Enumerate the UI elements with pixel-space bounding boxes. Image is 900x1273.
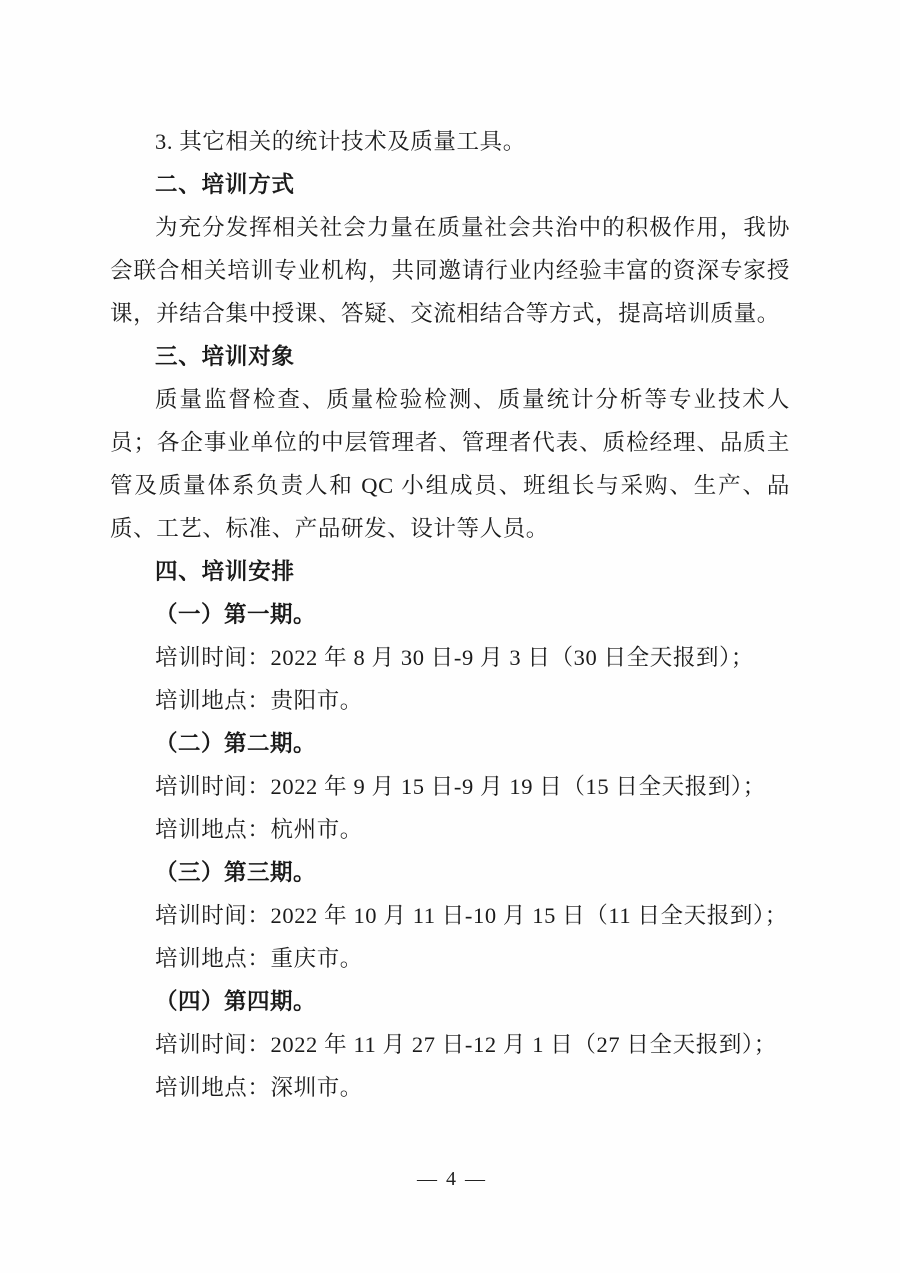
paragraph-training-method: 为充分发挥相关社会力量在质量社会共治中的积极作用，我协会联合相关培训专业机构，共同邀请行业内经验丰富的资深专家授课，并结合集中授课、答疑、交流相结合等方式，提高培训质量。 <box>110 215 790 326</box>
page-number: — 4 — <box>417 1168 487 1190</box>
session-1-time: 培训时间：2022 年 8 月 30 日-9 月 3 日（30 日全天报到）； <box>155 645 755 670</box>
session-1-title: （一）第一期。 <box>155 602 317 627</box>
session-3-title: （三）第三期。 <box>155 860 317 885</box>
session-3-location: 培训地点：重庆市。 <box>155 946 363 971</box>
document-body <box>110 120 790 1109</box>
session-2-time: 培训时间：2022 年 9 月 15 日-9 月 19 日（15 日全天报到）； <box>155 774 766 799</box>
paragraph-training-audience: 质量监督检查、质量检验检测、质量统计分析等专业技术人员；各企事业单位的中层管理者、管理者代表、质检经理、品质主管及质量体系负责人和 QC 小组成员、班组长与采购、生产、品质、工艺、标准、产品研发、设计等人员。 <box>110 387 790 541</box>
section-heading-training-audience: 三、培训对象 <box>155 344 295 369</box>
session-2-location: 培训地点：杭州市。 <box>155 817 363 842</box>
section-heading-training-schedule: 四、培训安排 <box>155 559 295 584</box>
section-heading-training-method: 二、培训方式 <box>155 172 295 197</box>
item-3-statistical-tools: 3. 其它相关的统计技术及质量工具。 <box>155 129 526 154</box>
session-4-location: 培训地点：深圳市。 <box>155 1075 363 1100</box>
session-2-title: （二）第二期。 <box>155 731 317 756</box>
session-1-location: 培训地点：贵阳市。 <box>155 688 363 713</box>
session-4-time: 培训时间：2022 年 11 月 27 日-12 月 1 日（27 日全天报到）； <box>155 1032 777 1057</box>
session-4-title: （四）第四期。 <box>155 989 317 1014</box>
page-footer <box>0 1168 900 1191</box>
session-3-time: 培训时间：2022 年 10 月 11 日-10 月 15 日（11 日全天报到）； <box>155 903 788 928</box>
